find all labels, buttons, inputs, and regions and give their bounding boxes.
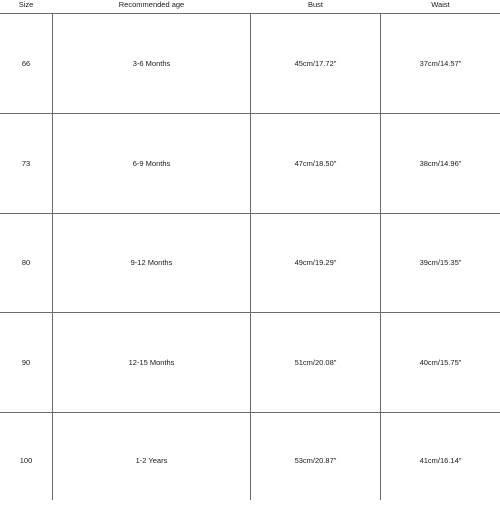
cell-recommended-age: 3-6 Months	[132, 58, 171, 68]
cell-size: 66	[21, 58, 31, 68]
cell-size: 90	[21, 357, 31, 367]
header-waist: Waist	[431, 0, 450, 9]
cell-waist: 40cm/15.75"	[419, 357, 462, 367]
cell-bust: 49cm/19.29"	[294, 258, 337, 268]
cell-waist: 41cm/16.14"	[419, 456, 462, 466]
cell-size: 100	[19, 456, 33, 466]
header-size: Size	[18, 0, 34, 9]
cell-waist: 38cm/14.96"	[419, 158, 462, 168]
cell-recommended-age: 12-15 Months	[128, 357, 175, 367]
cell-size: 80	[21, 258, 31, 268]
cell-waist: 39cm/15.35"	[419, 258, 462, 268]
header-recommended-age: Recommended age	[118, 0, 185, 9]
cell-waist: 37cm/14.57"	[419, 58, 462, 68]
cell-recommended-age: 1-2 Years	[135, 456, 168, 466]
cell-size: 73	[21, 158, 31, 168]
cell-bust: 51cm/20.08"	[294, 357, 337, 367]
cell-recommended-age: 6-9 Months	[132, 158, 171, 168]
cell-recommended-age: 9-12 Months	[130, 258, 173, 268]
cell-bust: 53cm/20.87"	[294, 456, 337, 466]
cell-bust: 47cm/18.50"	[294, 158, 337, 168]
header-bust: Bust	[307, 0, 323, 9]
cell-bust: 45cm/17.72"	[294, 58, 337, 68]
